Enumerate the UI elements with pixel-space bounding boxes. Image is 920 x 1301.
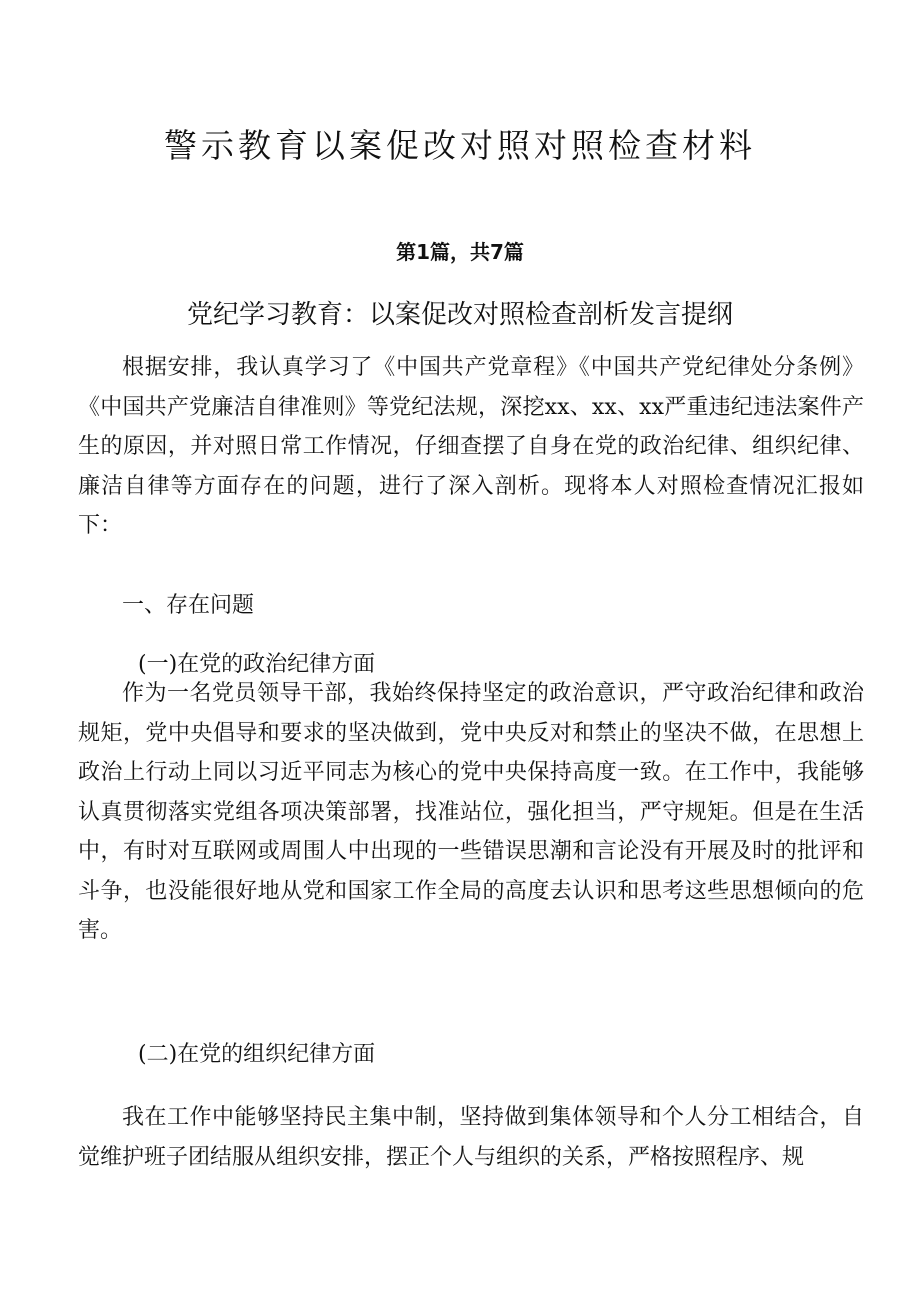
subsection-paragraph-political-discipline: 作为一名党员领导干部，我始终保持坚定的政治意识，严守政治纪律和政治规矩，党中央倡导和要求的坚决做到，党中央反对和禁止的坚决不做，在思想上政治上行动上同以习近平同志为核心的党中央保持高度一致。在工作中，我能够认真贯彻落实党组各项决策部署，找准站位，强化担当，严守规矩。但是在生活中，有时对互联网或周围人中出现的一些错误思潮和言论没有开展及时的批评和斗争，也没能很好地从党和国家工作全局的高度去认识和思考这些思想倾向的危害。 — [78, 681, 864, 943]
subsection-paragraph-organizational-discipline: 我在工作中能够坚持民主集中制，坚持做到集体领导和个人分工相结合，自觉维护班子团结服从组织安排，摆正个人与组织的关系，严格按照程序、规 — [78, 1105, 864, 1170]
subsection-heading-organizational-discipline: (二)在党的组织纪律方面 — [138, 1042, 376, 1067]
section-heading-problems: 一、存在问题 — [122, 593, 255, 618]
document-subtitle: 党纪学习教育：以案促改对照检查剖析发言提纲 — [186, 300, 733, 330]
part-label: 第1篇，共7篇 — [396, 240, 524, 264]
subsection-heading-political-discipline: (一)在党的政治纪律方面 — [138, 652, 376, 677]
intro-paragraph: 根据安排，我认真学习了《中国共产党章程》《中国共产党纪律处分条例》《中国共产党廉洁自律准则》等党纪法规，深挖xx、xx、xx严重违纪违法案件产生的原因，并对照日常工作情况，仔细查摆了自身在党的政治纪律、组织纪律、廉洁自律等方面存在的问题，进行了深入剖析。现将本人对照检查情况汇报如下： — [78, 355, 864, 538]
document-title: 警示教育以案促改对照对照检查材料 — [164, 126, 756, 165]
